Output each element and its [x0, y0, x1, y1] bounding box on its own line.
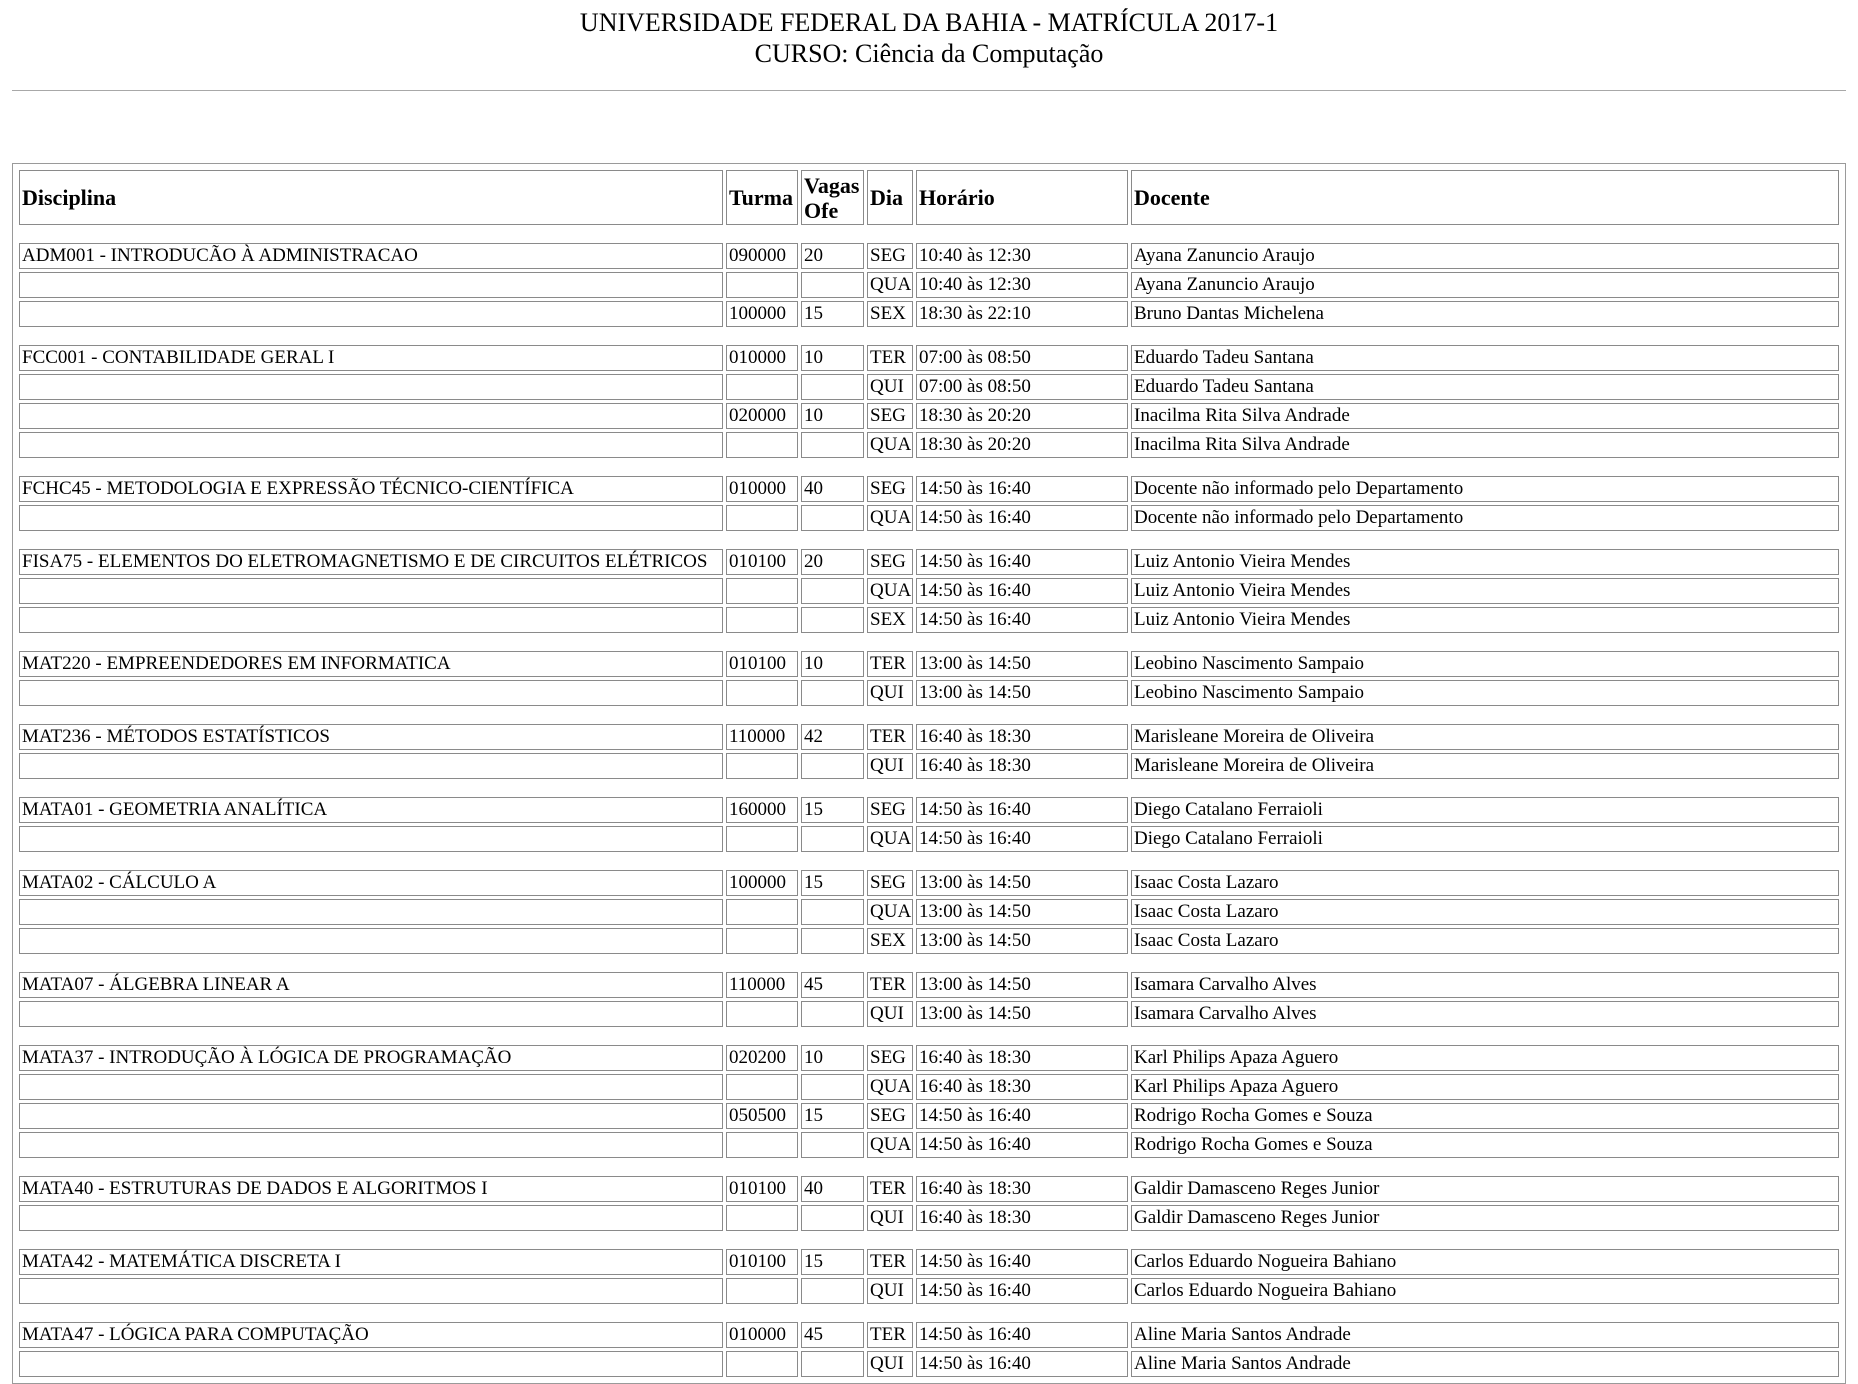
cell-turma: 110000	[726, 724, 798, 750]
column-header-dia: Dia	[867, 170, 913, 225]
cell-horario: 14:50 às 16:40	[916, 549, 1128, 575]
cell-dia: QUA	[867, 899, 913, 925]
table-row	[19, 797, 1839, 823]
group-separator-cell	[19, 1234, 1839, 1246]
group-separator	[19, 228, 1839, 240]
cell-vagas: 10	[801, 403, 864, 429]
cell-docente: Karl Philips Apaza Aguero	[1131, 1074, 1839, 1100]
cell-turma	[726, 578, 798, 604]
cell-vagas	[801, 607, 864, 633]
cell-vagas	[801, 1132, 864, 1158]
cell-vagas: 45	[801, 972, 864, 998]
cell-horario: 07:00 às 08:50	[916, 374, 1128, 400]
cell-vagas: 15	[801, 1249, 864, 1275]
cell-horario: 10:40 às 12:30	[916, 243, 1128, 269]
cell-vagas: 20	[801, 243, 864, 269]
cell-horario: 14:50 às 16:40	[916, 505, 1128, 531]
cell-disciplina: MATA07 - ÁLGEBRA LINEAR A	[19, 972, 723, 998]
cell-dia: QUA	[867, 578, 913, 604]
cell-dia: QUA	[867, 505, 913, 531]
cell-dia: SEG	[867, 549, 913, 575]
cell-vagas: 42	[801, 724, 864, 750]
cell-docente: Inacilma Rita Silva Andrade	[1131, 403, 1839, 429]
cell-docente: Luiz Antonio Vieira Mendes	[1131, 549, 1839, 575]
cell-turma: 010100	[726, 549, 798, 575]
cell-dia: SEG	[867, 1103, 913, 1129]
cell-turma: 090000	[726, 243, 798, 269]
cell-vagas	[801, 1074, 864, 1100]
cell-dia: SEX	[867, 928, 913, 954]
table-row	[19, 753, 1839, 779]
group-separator	[19, 330, 1839, 342]
table-row	[19, 928, 1839, 954]
table-row	[19, 1176, 1839, 1202]
cell-disciplina	[19, 374, 723, 400]
group-separator	[19, 534, 1839, 546]
cell-docente: Rodrigo Rocha Gomes e Souza	[1131, 1103, 1839, 1129]
table-header-row	[19, 170, 1839, 225]
cell-disciplina: FISA75 - ELEMENTOS DO ELETROMAGNETISMO E DE CIRCUITOS ELÉTRICOS	[19, 549, 723, 575]
page-header	[0, 0, 1858, 69]
cell-dia: QUI	[867, 1278, 913, 1304]
cell-horario: 14:50 às 16:40	[916, 826, 1128, 852]
column-header-vagas	[801, 170, 864, 225]
cell-dia: TER	[867, 1249, 913, 1275]
group-separator-cell	[19, 636, 1839, 648]
cell-vagas	[801, 1351, 864, 1377]
cell-docente: Karl Philips Apaza Aguero	[1131, 1045, 1839, 1071]
group-separator-cell	[19, 534, 1839, 546]
cell-vagas	[801, 1001, 864, 1027]
cell-docente: Carlos Eduardo Nogueira Bahiano	[1131, 1278, 1839, 1304]
cell-horario: 13:00 às 14:50	[916, 651, 1128, 677]
group-separator	[19, 1030, 1839, 1042]
column-header-vagas-line1: Vagas	[804, 172, 860, 198]
cell-disciplina: MATA01 - GEOMETRIA ANALÍTICA	[19, 797, 723, 823]
cell-dia: QUI	[867, 680, 913, 706]
group-separator-cell	[19, 709, 1839, 721]
cell-turma: 100000	[726, 870, 798, 896]
cell-turma	[726, 1001, 798, 1027]
cell-turma	[726, 753, 798, 779]
cell-horario: 14:50 às 16:40	[916, 476, 1128, 502]
table-row	[19, 1045, 1839, 1071]
cell-disciplina	[19, 680, 723, 706]
cell-disciplina	[19, 505, 723, 531]
cell-dia: SEX	[867, 301, 913, 327]
cell-docente: Leobino Nascimento Sampaio	[1131, 651, 1839, 677]
cell-dia: SEG	[867, 243, 913, 269]
cell-vagas	[801, 899, 864, 925]
group-separator	[19, 782, 1839, 794]
cell-horario: 16:40 às 18:30	[916, 1045, 1128, 1071]
cell-turma	[726, 607, 798, 633]
table-row	[19, 243, 1839, 269]
course-title: CURSO: Ciência da Computação	[754, 39, 1104, 68]
cell-vagas: 40	[801, 476, 864, 502]
cell-disciplina	[19, 1132, 723, 1158]
cell-horario: 13:00 às 14:50	[916, 1001, 1128, 1027]
table-row	[19, 1249, 1839, 1275]
cell-horario: 16:40 às 18:30	[916, 1205, 1128, 1231]
cell-turma: 050500	[726, 1103, 798, 1129]
cell-horario: 07:00 às 08:50	[916, 345, 1128, 371]
cell-vagas: 15	[801, 1103, 864, 1129]
cell-docente: Isaac Costa Lazaro	[1131, 928, 1839, 954]
cell-disciplina	[19, 928, 723, 954]
table-row	[19, 899, 1839, 925]
cell-docente: Luiz Antonio Vieira Mendes	[1131, 578, 1839, 604]
column-header-docente: Docente	[1131, 170, 1839, 225]
cell-dia: SEG	[867, 476, 913, 502]
group-separator-cell	[19, 330, 1839, 342]
cell-docente: Isamara Carvalho Alves	[1131, 1001, 1839, 1027]
cell-disciplina	[19, 578, 723, 604]
group-separator	[19, 461, 1839, 473]
cell-horario: 14:50 às 16:40	[916, 1278, 1128, 1304]
cell-horario: 13:00 às 14:50	[916, 899, 1128, 925]
cell-dia: SEX	[867, 607, 913, 633]
cell-disciplina	[19, 1103, 723, 1129]
cell-dia: TER	[867, 972, 913, 998]
cell-disciplina	[19, 607, 723, 633]
cell-dia: TER	[867, 345, 913, 371]
cell-dia: TER	[867, 1176, 913, 1202]
cell-disciplina	[19, 432, 723, 458]
cell-docente: Diego Catalano Ferraioli	[1131, 826, 1839, 852]
cell-turma	[726, 432, 798, 458]
schedule-table	[16, 167, 1842, 1380]
cell-docente: Ayana Zanuncio Araujo	[1131, 272, 1839, 298]
cell-disciplina	[19, 301, 723, 327]
cell-horario: 14:50 às 16:40	[916, 1322, 1128, 1348]
group-separator	[19, 957, 1839, 969]
cell-docente: Bruno Dantas Michelena	[1131, 301, 1839, 327]
cell-docente: Eduardo Tadeu Santana	[1131, 374, 1839, 400]
table-row	[19, 1001, 1839, 1027]
group-separator	[19, 1307, 1839, 1319]
cell-docente: Leobino Nascimento Sampaio	[1131, 680, 1839, 706]
table-row	[19, 432, 1839, 458]
table-row	[19, 272, 1839, 298]
schedule-body	[19, 228, 1839, 1377]
cell-vagas	[801, 1205, 864, 1231]
cell-disciplina	[19, 826, 723, 852]
cell-turma	[726, 1278, 798, 1304]
cell-dia: QUA	[867, 272, 913, 298]
cell-turma	[726, 928, 798, 954]
cell-disciplina: FCC001 - CONTABILIDADE GERAL I	[19, 345, 723, 371]
cell-turma	[726, 1351, 798, 1377]
group-separator-cell	[19, 1030, 1839, 1042]
cell-vagas: 10	[801, 345, 864, 371]
cell-docente: Isamara Carvalho Alves	[1131, 972, 1839, 998]
table-row	[19, 374, 1839, 400]
cell-turma: 100000	[726, 301, 798, 327]
cell-vagas	[801, 578, 864, 604]
table-row	[19, 870, 1839, 896]
cell-horario: 14:50 às 16:40	[916, 1103, 1128, 1129]
cell-turma	[726, 272, 798, 298]
cell-docente: Eduardo Tadeu Santana	[1131, 345, 1839, 371]
column-header-turma: Turma	[726, 170, 798, 225]
cell-turma: 010100	[726, 651, 798, 677]
cell-vagas: 15	[801, 870, 864, 896]
cell-vagas: 45	[801, 1322, 864, 1348]
column-header-horario: Horário	[916, 170, 1128, 225]
cell-turma	[726, 899, 798, 925]
cell-turma: 020200	[726, 1045, 798, 1071]
cell-docente: Isaac Costa Lazaro	[1131, 870, 1839, 896]
cell-horario: 14:50 às 16:40	[916, 578, 1128, 604]
cell-dia: QUA	[867, 1074, 913, 1100]
cell-dia: SEG	[867, 870, 913, 896]
cell-dia: QUA	[867, 432, 913, 458]
cell-horario: 14:50 às 16:40	[916, 1249, 1128, 1275]
cell-horario: 13:00 às 14:50	[916, 870, 1128, 896]
cell-disciplina: MAT236 - MÉTODOS ESTATÍSTICOS	[19, 724, 723, 750]
group-separator	[19, 636, 1839, 648]
cell-horario: 13:00 às 14:50	[916, 928, 1128, 954]
cell-docente: Marisleane Moreira de Oliveira	[1131, 753, 1839, 779]
table-row	[19, 1205, 1839, 1231]
cell-horario: 16:40 às 18:30	[916, 1176, 1128, 1202]
table-row	[19, 345, 1839, 371]
column-header-vagas-line2: Ofe	[804, 197, 839, 223]
table-row	[19, 826, 1839, 852]
table-row	[19, 1132, 1839, 1158]
cell-docente: Docente não informado pelo Departamento	[1131, 476, 1839, 502]
table-row	[19, 1103, 1839, 1129]
cell-docente: Carlos Eduardo Nogueira Bahiano	[1131, 1249, 1839, 1275]
cell-turma	[726, 1132, 798, 1158]
cell-dia: TER	[867, 724, 913, 750]
cell-vagas: 15	[801, 797, 864, 823]
group-separator-cell	[19, 1307, 1839, 1319]
cell-vagas	[801, 928, 864, 954]
table-row	[19, 476, 1839, 502]
cell-vagas	[801, 826, 864, 852]
cell-vagas: 10	[801, 651, 864, 677]
column-header-disciplina: Disciplina	[19, 170, 723, 225]
cell-horario: 14:50 às 16:40	[916, 607, 1128, 633]
cell-horario: 13:00 às 14:50	[916, 680, 1128, 706]
cell-turma: 010000	[726, 476, 798, 502]
table-row	[19, 403, 1839, 429]
cell-dia: QUA	[867, 1132, 913, 1158]
table-row	[19, 1322, 1839, 1348]
cell-vagas	[801, 1278, 864, 1304]
cell-docente: Docente não informado pelo Departamento	[1131, 505, 1839, 531]
cell-turma: 010000	[726, 1322, 798, 1348]
cell-vagas	[801, 505, 864, 531]
header-divider	[12, 90, 1846, 91]
table-row	[19, 505, 1839, 531]
cell-turma: 010100	[726, 1249, 798, 1275]
table-row	[19, 972, 1839, 998]
cell-vagas: 20	[801, 549, 864, 575]
cell-horario: 14:50 às 16:40	[916, 1351, 1128, 1377]
cell-dia: QUI	[867, 1205, 913, 1231]
group-separator-cell	[19, 228, 1839, 240]
cell-vagas	[801, 753, 864, 779]
cell-dia: QUI	[867, 374, 913, 400]
group-separator-cell	[19, 855, 1839, 867]
cell-turma	[726, 1074, 798, 1100]
cell-dia: SEG	[867, 797, 913, 823]
cell-dia: QUI	[867, 753, 913, 779]
cell-docente: Luiz Antonio Vieira Mendes	[1131, 607, 1839, 633]
page-title: UNIVERSIDADE FEDERAL DA BAHIA - MATRÍCULA 2017-1	[579, 8, 1279, 37]
group-separator	[19, 1161, 1839, 1173]
cell-docente: Isaac Costa Lazaro	[1131, 899, 1839, 925]
cell-disciplina: ADM001 - INTRODUCÃO À ADMINISTRACAO	[19, 243, 723, 269]
cell-turma	[726, 1205, 798, 1231]
table-row	[19, 651, 1839, 677]
cell-vagas: 40	[801, 1176, 864, 1202]
table-row	[19, 1351, 1839, 1377]
cell-turma: 020000	[726, 403, 798, 429]
cell-docente: Galdir Damasceno Reges Junior	[1131, 1205, 1839, 1231]
cell-vagas: 15	[801, 301, 864, 327]
group-separator-cell	[19, 461, 1839, 473]
group-separator	[19, 855, 1839, 867]
cell-turma: 160000	[726, 797, 798, 823]
cell-horario: 14:50 às 16:40	[916, 1132, 1128, 1158]
cell-dia: SEG	[867, 1045, 913, 1071]
cell-docente: Galdir Damasceno Reges Junior	[1131, 1176, 1839, 1202]
cell-docente: Rodrigo Rocha Gomes e Souza	[1131, 1132, 1839, 1158]
cell-docente: Ayana Zanuncio Araujo	[1131, 243, 1839, 269]
cell-horario: 10:40 às 12:30	[916, 272, 1128, 298]
cell-disciplina: MATA37 - INTRODUÇÃO À LÓGICA DE PROGRAMAÇÃO	[19, 1045, 723, 1071]
cell-disciplina: MAT220 - EMPREENDEDORES EM INFORMATICA	[19, 651, 723, 677]
table-row	[19, 578, 1839, 604]
cell-disciplina	[19, 403, 723, 429]
table-row	[19, 607, 1839, 633]
cell-disciplina	[19, 753, 723, 779]
cell-horario: 16:40 às 18:30	[916, 1074, 1128, 1100]
cell-docente: Aline Maria Santos Andrade	[1131, 1351, 1839, 1377]
group-separator-cell	[19, 957, 1839, 969]
cell-horario: 18:30 às 20:20	[916, 403, 1128, 429]
cell-turma	[726, 374, 798, 400]
cell-dia: QUI	[867, 1351, 913, 1377]
cell-docente: Inacilma Rita Silva Andrade	[1131, 432, 1839, 458]
table-row	[19, 301, 1839, 327]
cell-dia: QUA	[867, 826, 913, 852]
cell-turma	[726, 505, 798, 531]
cell-vagas: 10	[801, 1045, 864, 1071]
cell-turma: 010000	[726, 345, 798, 371]
cell-dia: SEG	[867, 403, 913, 429]
cell-docente: Marisleane Moreira de Oliveira	[1131, 724, 1839, 750]
cell-vagas	[801, 272, 864, 298]
cell-disciplina	[19, 272, 723, 298]
table-row	[19, 1074, 1839, 1100]
cell-docente: Aline Maria Santos Andrade	[1131, 1322, 1839, 1348]
cell-horario: 18:30 às 20:20	[916, 432, 1128, 458]
cell-turma: 010100	[726, 1176, 798, 1202]
table-row	[19, 549, 1839, 575]
schedule-table-container	[12, 163, 1846, 1384]
cell-horario: 18:30 às 22:10	[916, 301, 1128, 327]
cell-disciplina: MATA02 - CÁLCULO A	[19, 870, 723, 896]
cell-disciplina	[19, 1001, 723, 1027]
cell-turma	[726, 680, 798, 706]
cell-dia: TER	[867, 1322, 913, 1348]
cell-dia: QUI	[867, 1001, 913, 1027]
cell-disciplina	[19, 1351, 723, 1377]
cell-docente: Diego Catalano Ferraioli	[1131, 797, 1839, 823]
cell-horario: 14:50 às 16:40	[916, 797, 1128, 823]
cell-horario: 16:40 às 18:30	[916, 724, 1128, 750]
cell-turma	[726, 826, 798, 852]
cell-disciplina: MATA42 - MATEMÁTICA DISCRETA I	[19, 1249, 723, 1275]
cell-disciplina: MATA40 - ESTRUTURAS DE DADOS E ALGORITMOS I	[19, 1176, 723, 1202]
cell-horario: 16:40 às 18:30	[916, 753, 1128, 779]
cell-disciplina	[19, 1278, 723, 1304]
table-row	[19, 724, 1839, 750]
group-separator	[19, 1234, 1839, 1246]
cell-disciplina	[19, 1205, 723, 1231]
group-separator-cell	[19, 782, 1839, 794]
table-row	[19, 680, 1839, 706]
group-separator-cell	[19, 1161, 1839, 1173]
cell-vagas	[801, 432, 864, 458]
cell-disciplina	[19, 899, 723, 925]
cell-disciplina: MATA47 - LÓGICA PARA COMPUTAÇÃO	[19, 1322, 723, 1348]
cell-vagas	[801, 374, 864, 400]
cell-disciplina: FCHC45 - METODOLOGIA E EXPRESSÃO TÉCNICO-CIENTÍFICA	[19, 476, 723, 502]
cell-dia: TER	[867, 651, 913, 677]
cell-turma: 110000	[726, 972, 798, 998]
cell-disciplina	[19, 1074, 723, 1100]
cell-horario: 13:00 às 14:50	[916, 972, 1128, 998]
cell-vagas	[801, 680, 864, 706]
group-separator	[19, 709, 1839, 721]
table-row	[19, 1278, 1839, 1304]
